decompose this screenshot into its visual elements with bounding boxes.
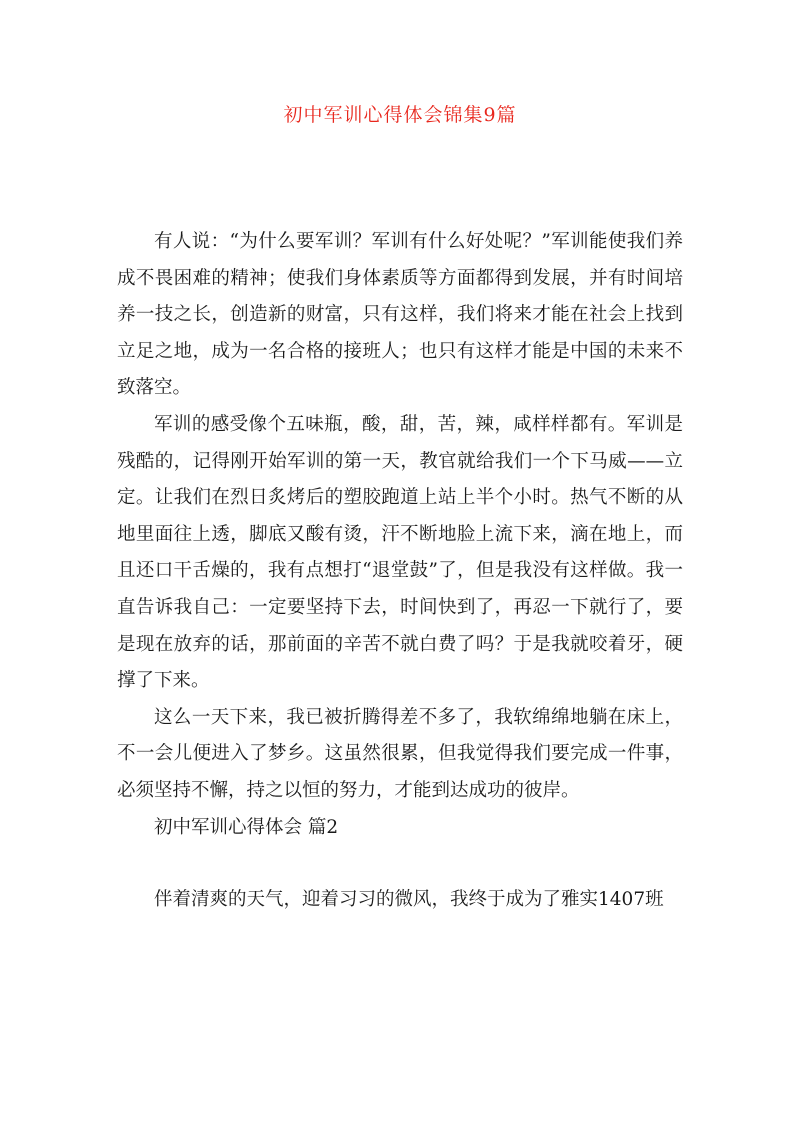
document-title: 初中军训心得体会锦集9篇 xyxy=(283,104,517,126)
section2-paragraph: 伴着清爽的天气，迎着习习的微风，我终于成为了雅实1407班 xyxy=(154,889,664,911)
paragraph-2: 军训的感受像个五味瓶，酸，甜，苦，辣，咸样样都有。军训是残酷的，记得刚开始军训的第一天，教官就给我们一个下马威——立定。让我们在烈日炙烤后的塑胶跑道上站上半个小时。热气不断的从地里面往上透，脚底又酸有烫，汗不断地脸上流下来，滴在地上，而且还口干舌燥的，我有点想打“退堂鼓”了，但是我没有这样做。我一直告诉我自己：一定要坚持下去，时间快到了，再忍一下就行了，要是现在放弃的话，那前面的辛苦不就白费了吗？于是我就咬着牙，硬撑了下来。 xyxy=(117,413,683,692)
paragraph-3: 这么一天下来，我已被折腾得差不多了，我软绵绵地躺在床上，不一会儿便进入了梦乡。这虽然很累，但我觉得我们要完成一件事，必须坚持不懈，持之以恒的努力，才能到达成功的彼岸。 xyxy=(117,706,683,801)
paragraph-1: 有人说：“为什么要军训？军训有什么好处呢？”军训能使我们养成不畏困难的精神；使我们身体素质等方面都得到发展，并有时间培养一技之长，创造新的财富，只有这样，我们将来才能在社会上找到立足之地，成为一名合格的接班人；也只有这样才能是中国的未来不致落空。 xyxy=(117,231,683,399)
section-heading: 初中军训心得体会 篇2 xyxy=(154,816,339,838)
section-gap xyxy=(117,846,683,882)
document-body xyxy=(117,224,683,919)
